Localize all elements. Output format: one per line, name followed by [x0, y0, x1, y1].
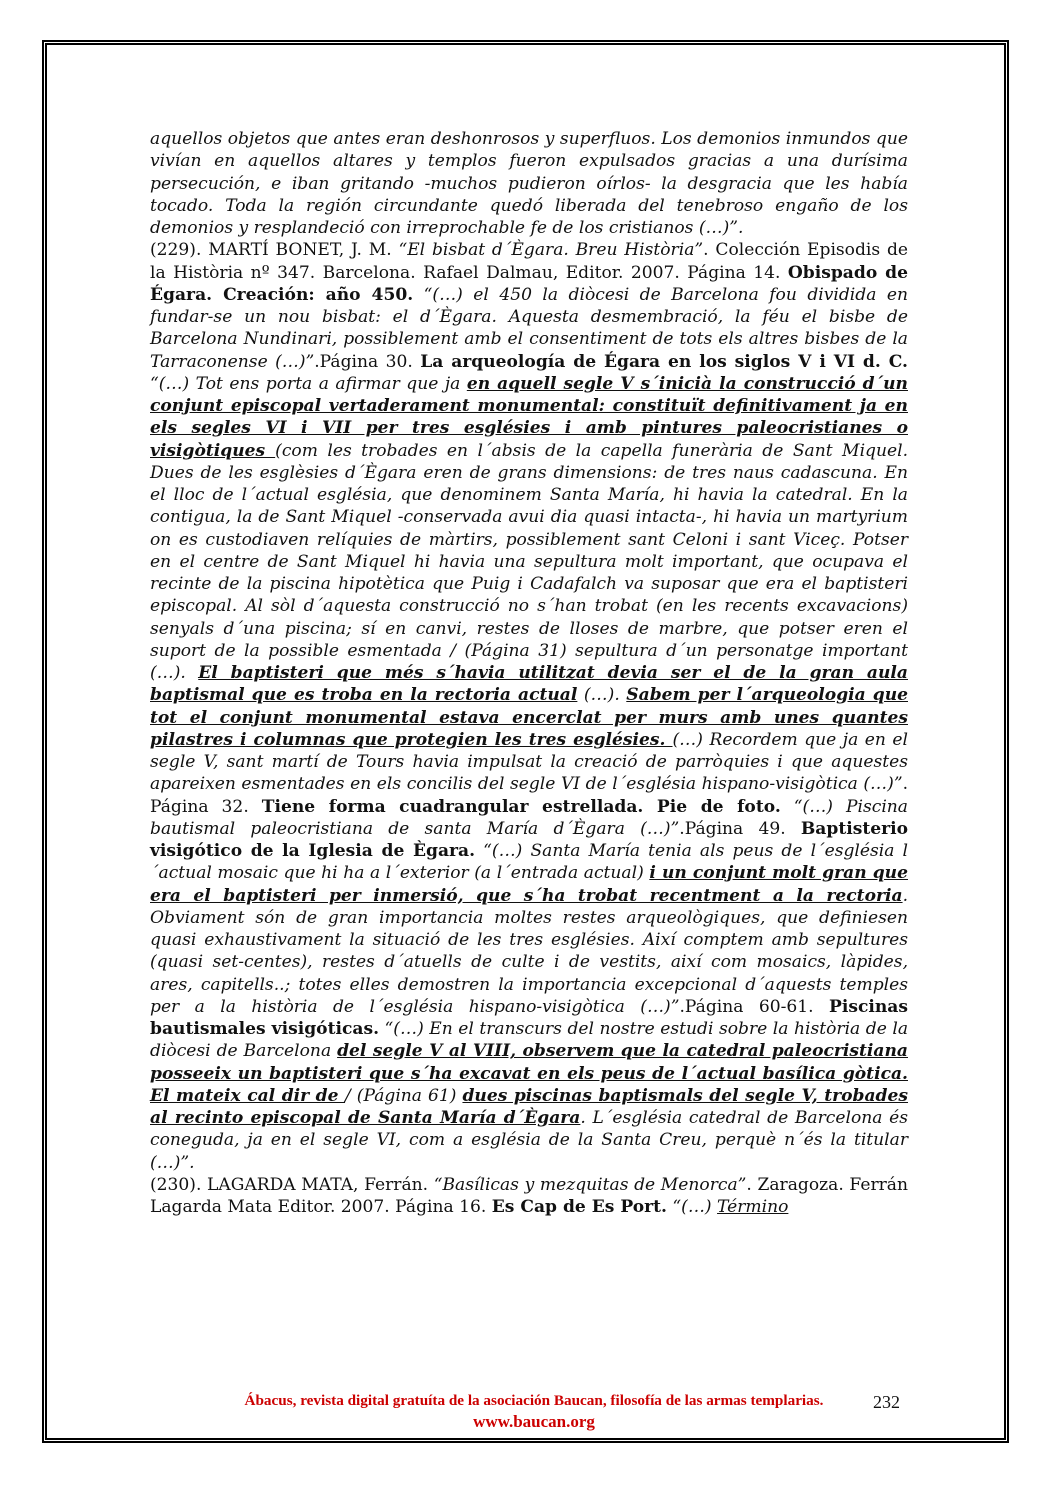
ref-publisher: . Colección Episodis de la Història nº 347. Barcelona. Rafael Dalmau, Editor. 2007. Página 14. [150, 240, 909, 283]
reference-229 [150, 239, 908, 1174]
ref-quote: “(…) [667, 1197, 718, 1217]
ref-quote-emphasis: El baptisteri que més s´havia utilitzat devia ser el de la gran aula baptismal que es troba en la rectoria actual [150, 663, 908, 706]
ref-page: .Página 49. [679, 818, 801, 839]
ref-page: .Página 30. [314, 351, 421, 372]
ref-heading: Baptisterio visigótico de la Iglesia de Ègara. [150, 818, 909, 861]
ref-heading: Piscinas bautismales visigóticas. [150, 996, 908, 1039]
ref-quote-emphasis: Término [717, 1197, 789, 1217]
page-number: 232 [873, 1392, 900, 1412]
ref-publisher: . Zaragoza. Ferrán Lagarda Mata Editor. 2007. Página 16. [150, 1174, 908, 1217]
ref-quote-emphasis: en aquell segle V s´inicià la construcció d´un conjunt episcopal vertaderament monumental: constituït definitivament ja en els segles VI i VII per tres esglésies i amb pintures paleocristianes o visigòtiques [150, 373, 908, 461]
ref-quote: . Obviament són de gran importancia moltes restes arqueològiques, que definiesen quasi exhaustivament la situació de les tres esglésies. Així comptem amb sepultures (quasi set-centes), restes d´atuells de culte i de vestits, així com mosaics, làpides, ares, capitells..; totes elles demostren la importancia excepcional d´aquests temples per a la història de l´església hispano-visigòtica (…)” [150, 885, 908, 1017]
ref-heading: Es Cap de Es Port. [491, 1197, 667, 1217]
ref-quote: (com les trobades en l´absis de la capella funerària de Sant Miquel. Dues de les esglèsies d´Ègara eren de grans dimensions: de tres naus cadascuna. En el lloc de l´actual església, que denominem Santa María, hi havia la catedral. En la contigua, la de Sant Miquel -conservada avui dia quasi intacta-, hi havia un martyrium on es custodiaven relíquies de màrtirs, possiblement sant Celoni i sant Viceç. Potser en el centre de Sant Miquel hi havia una sepultura molt important, que ocupava el recinte de la piscina hipotètica que Puig i Cadafalch va suposar que era el baptisteri episcopal. Al sòl d´aquesta construcció no s´han trobat (en les recents excavacions) senyals d´una piscina; sí en canvi, restes de lloses de marbre, que potser eren el suport de la possible esmentada / (Página 31) sepultura d´un personatge important (…). [150, 440, 908, 683]
ref-heading: Tiene forma cuadrangular estrellada. Pie de foto. [261, 796, 781, 817]
ref-quote-emphasis: Sabem per l´arqueologia que tot el conjunt monumental estava encerclat per murs amb unes quantes pilastres i columnas que protegien les tres esglésies. [150, 685, 908, 750]
footer-url-link[interactable]: www.baucan.org [473, 1412, 595, 1431]
ref-heading: Obispado de Égara. Creación: año 450. [150, 262, 908, 305]
ref-quote: “(…) el 450 la diòcesi de Barcelona fou dividida en fundar-se un nou bisbat: el d´Ègara. Aquesta desmembració, la féu el bisbe de Barcelona Nundinari, possiblement amb el consentiment de tots els altres bisbes de la Tarraconense (…)” [150, 284, 908, 372]
ref-quote: “(…) Tot ens porta a afirmar que ja [150, 373, 467, 394]
ref-quote: (…) Recordem que ja en el segle V, sant martí de Tours havia impulsat la creació de parròquies i que aquestes apareixen esmentades en els concilis del segle VI de l´església hispano-visigòtica (…)” [150, 729, 908, 795]
ref-quote-emphasis: dues piscinas baptismals del segle V, trobades al recinto episcopal de Santa María d´Ègara [150, 1085, 909, 1128]
ref-quote: (…). [577, 685, 627, 706]
ref-quote: / (Página 61) [345, 1085, 463, 1106]
footer-journal-line: Ábacus, revista digital gratuíta de la asociación Baucan, filosofía de las armas templarias. [244, 1392, 824, 1409]
page-footer [160, 1391, 908, 1433]
reference-230 [150, 1174, 908, 1219]
ref-author: (230). LAGARDA MATA, Ferrán. [150, 1174, 434, 1195]
ref-quote: “(…) Santa María tenia als peus de l´església l´actual mosaic que hi ha a l´exterior (a l´entrada actual) [150, 841, 909, 884]
ref-title: “El bisbat d´Ègara. Breu Història” [398, 240, 704, 261]
ref-quote-emphasis: del segle V al VIII, observem que la catedral paleocristiana posseeix un baptisteri que s´ha excavat en els peus de l´actual basílica gòtica. El mateix cal dir de [150, 1041, 908, 1106]
ref-page: . Página 32. [150, 774, 908, 817]
ref-title: “Basílicas y mezquitas de Menorca” [433, 1174, 747, 1195]
ref-quote: “(…) En el transcurs del nostre estudi sobre la història de la diòcesi de Barcelona [150, 1019, 909, 1062]
quote-continuation [150, 128, 908, 239]
ref-quote: “(…) Piscina bautismal paleocristiana de santa María d´Ègara (…)” [150, 796, 908, 839]
quote-text: aquellos objetos que antes eran deshonrosos y superfluos. Los demonios inmundos que vivían en aquellos altares y templos fueron expulsados gracias a una durísima persecución, e iban gritando -muchos pudieron oírlos- la desgracia que les había tocado. Toda la región circundante quedó liberada del tenebroso engaño de los demonios y resplandeció con irreprochable fe de los cristianos (…)”. [150, 129, 908, 238]
ref-heading: La arqueología de Égara en los siglos V i VI d. C. [420, 351, 908, 372]
ref-page: .Página 60-61. [679, 996, 829, 1017]
ref-quote-emphasis: i un conjunt molt gran que era el baptisteri per inmersió, que s´ha trobat recentment a la rectoria [150, 863, 908, 906]
document-body [150, 128, 908, 1218]
ref-author: (229). MARTÍ BONET, J. M. [150, 240, 399, 261]
ref-quote: . L´església catedral de Barcelona és coneguda, ja en el segle VI, com a església de la Santa Creu, perquè n´és la titular (…)”. [150, 1108, 908, 1173]
